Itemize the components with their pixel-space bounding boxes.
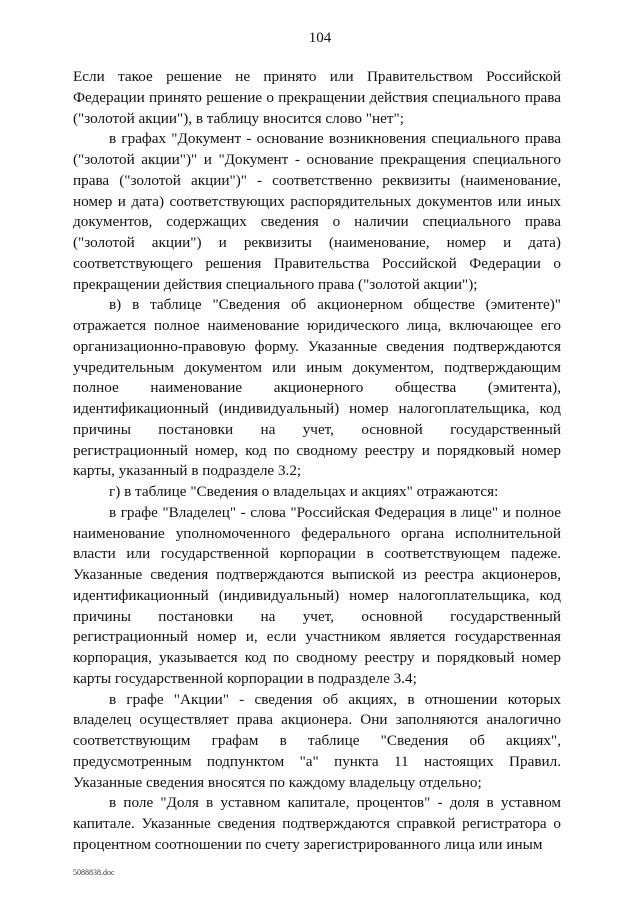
paragraph-shares-column: в графе "Акции" - сведения об акциях, в отношении которых владелец осуществляет права акционера. Они заполняются аналогично соответствующим графам в таблице "Сведения об акциях", предусмотренным подпунктом "а" пункта 11 настоящих Правил. Указанные сведения вносятся по каждому владельцу отдельно; xyxy=(73,690,561,791)
footer-filename: 5088838.doc xyxy=(73,868,115,877)
paragraph-owner-column: в графе "Владелец" - слова "Российская Федерация в лице" и полное наименование уполномоченного федерального органа исполнительной власти или государственной корпорации в соответствующем падеже. Указанные сведения подтверждаются выпиской из реестра акционеров, идентификационный (индивидуальный) номер налогоплательщика, код причины постановки на учет, основной государственный регистрационный номер и, если участником является государственная корпорация, указывается код по сводному реестру и порядковый номер карты государственной корпорации в подразделе 3.4; xyxy=(73,503,561,687)
paragraph-owners-table-intro: г) в таблице "Сведения о владельцах и акциях" отражаются: xyxy=(109,483,499,500)
paragraph-capital-share-field: в поле "Доля в уставном капитале, процентов" - доля в уставном капитале. Указанные сведения подтверждаются справкой регистратора о процентном соотношении по счету зарегистрированного лица или иным xyxy=(73,794,561,853)
paragraph-golden-share-none: Если такое решение не принято или Правительством Российской Федерации принято решение о прекращении действия специального права ("золотой акции"), в таблицу вносится слово "нет"; xyxy=(73,68,561,127)
document-body xyxy=(73,67,561,856)
page-number: 104 xyxy=(308,30,332,46)
paragraph-golden-share-documents: в графах "Документ - основание возникновения специального права ("золотой акции")" и "Документ - основание прекращения специального права ("золотой акции")" - соответственно реквизиты (наименование, номер и дата) соответствующих распорядительных документов или иных документов, содержащих сведения о наличии специального права ("золотой акции") и реквизиты (наименование, номер и дата) соответствующего решения Правительства Российской Федерации о прекращении действия специального права ("золотой акции"); xyxy=(73,130,561,293)
paragraph-issuer-table: в) в таблице "Сведения об акционерном обществе (эмитенте)" отражается полное наименование юридического лица, включающее его организационно-правовую форму. Указанные сведения подтверждаются учредительным документом или иным документом, подтверждающим полное наименование акционерного общества (эмитента), идентификационный (индивидуальный) номер налогоплательщика, код причины постановки на учет, основной государственный регистрационный номер, код по сводному реестру и порядковый номер карты, указанный в подразделе 3.2; xyxy=(73,296,561,480)
